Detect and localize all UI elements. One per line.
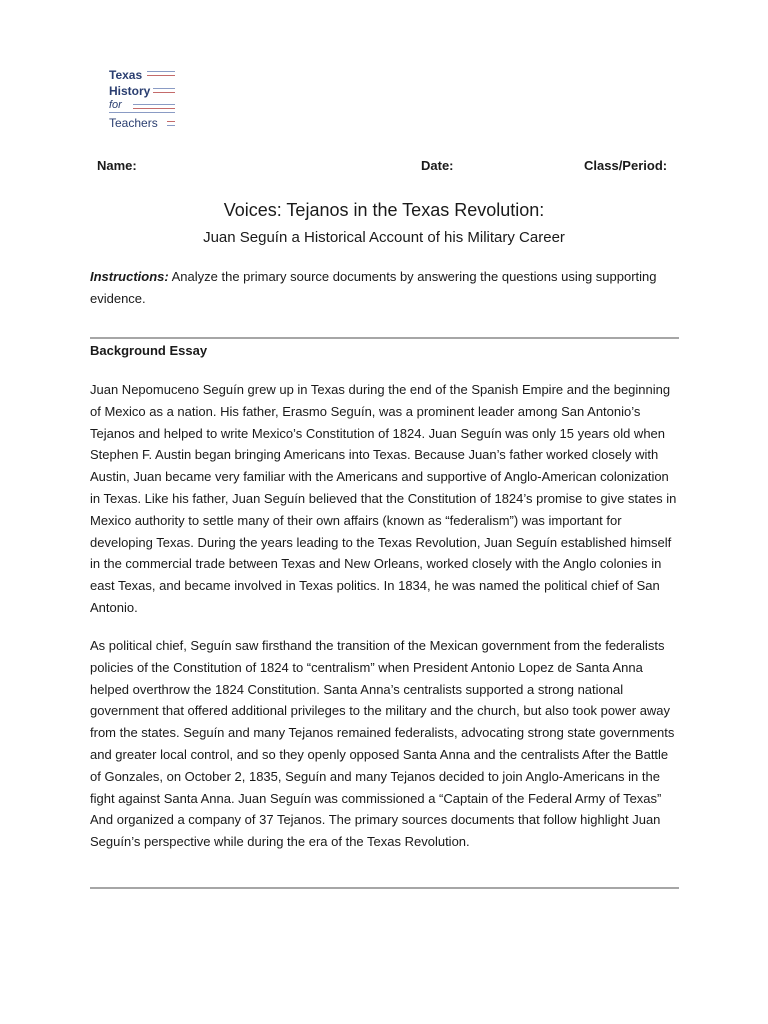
logo-stripe	[153, 88, 175, 89]
logo-stripe	[153, 92, 175, 93]
document-title: Voices: Tejanos in the Texas Revolution:	[223, 200, 545, 220]
instructions-text: Analyze the primary source documents by answering the questions using supporting evidence.	[90, 269, 657, 306]
divider-bottom	[90, 887, 679, 889]
instructions	[90, 266, 680, 310]
logo-stripe	[167, 121, 175, 122]
logo-stripe	[133, 108, 175, 109]
logo-stripe	[167, 125, 175, 126]
logo-text-history: History	[109, 84, 151, 98]
essay-paragraph-2: As political chief, Seguín saw firsthand the transition of the Mexican government from the federalists policies of the Constitution of 1824 to “centralism” when President Antonio Lopez de Santa Anna helped overthrow the 1824 Constitution. Santa Anna’s centralists supported a strong national government that offered additional privileges to the military and the church, but also took power away from the states. Seguín and many Tejanos remained federalists, advocating strong state governments and greater local control, and so they openly opposed Santa Anna and the centralists After the Battle of Gonzales, on October 2, 1835, Seguín and many Tejanos decided to join Anglo-Americans in the fight against Santa Anna. Juan Seguín was commissioned a “Captain of the Federal Army of Texas” And organized a company of 37 Tejanos. The primary sources documents that follow highlight Juan Seguín’s perspective while during the era of the Texas Revolution.	[90, 638, 675, 850]
logo-stripe	[147, 71, 175, 72]
logo-stripe	[147, 75, 175, 76]
section-title: Background Essay	[90, 343, 208, 358]
class-period-label: Class/Period:	[584, 158, 668, 173]
logo-text-for: for	[109, 99, 122, 111]
logo-text-texas: Texas	[109, 68, 143, 82]
logo-stripe	[133, 104, 175, 105]
essay-paragraph-1: Juan Nepomuceno Seguín grew up in Texas during the end of the Spanish Empire and the beginning of Mexico as a nation. His father, Erasmo Seguín, was a prominent leader among San Antonio’s Tejanos and helped to write Mexico’s Constitution of 1824. Juan Seguín was only 15 years old when Stephen F. Austin began bringing Americans into Texas. Because Juan’s father worked closely with Austin, Juan became very familiar with the Americans and supportive of Anglo-American colonization in Texas. Like his father, Juan Seguín believed that the Constitution of 1824’s promise to give states in Mexico authority to settle many of their own affairs (known as “federalism”) was important for developing Texas. During the years leading to the Texas Revolution, Juan Seguín established himself in the commercial trade between Texas and New Orleans, worked closely with the Anglo colonies in east Texas, and became involved in Texas politics. In 1834, he was named the political chief of San Antonio.	[90, 382, 677, 615]
instructions-label: Instructions:	[90, 269, 169, 284]
logo-text-teachers: Teachers	[109, 116, 158, 130]
name-label: Name:	[97, 158, 137, 173]
divider-top	[90, 337, 679, 339]
texas-history-for-teachers-logo	[109, 68, 181, 132]
logo-stripe	[109, 112, 175, 113]
date-label: Date:	[421, 158, 454, 173]
document-subtitle: Juan Seguín a Historical Account of his Military Career	[203, 229, 565, 246]
